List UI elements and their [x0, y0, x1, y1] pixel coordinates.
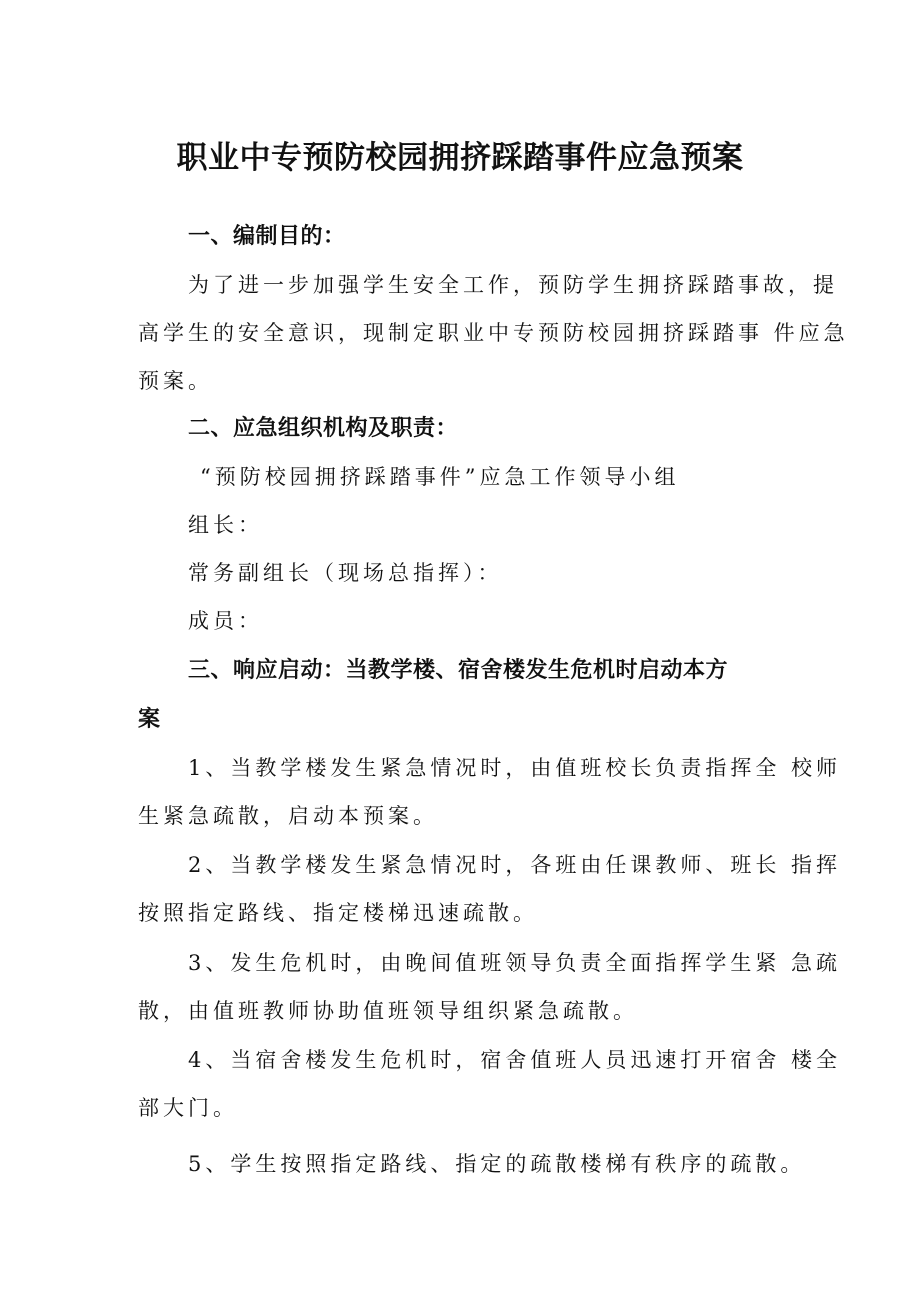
section-3-heading-line-1: 三、响应启动：当教学楼、宿舍楼发生危机时启动本方	[188, 658, 729, 683]
section-1-paragraph-line-3: 预案。	[138, 369, 213, 393]
item-4-line-2: 部大门。	[138, 1096, 238, 1120]
section-2-leader: 组长：	[188, 513, 263, 537]
item-1-line-2: 生紧急疏散，启动本预案。	[138, 804, 438, 828]
item-3-line-2: 散，由值班教师协助值班领导组织紧急疏散。	[138, 999, 638, 1023]
section-2-group-name: “预防校园拥挤踩踏事件”应急工作领导小组	[200, 465, 680, 489]
section-2-heading: 二、应急组织机构及职责：	[188, 416, 459, 441]
item-5-line-1: 5、学生按照指定路线、指定的疏散楼梯有秩序的疏散。	[188, 1152, 806, 1176]
item-4-line-1: 4、当宿舍楼发生危机时，宿舍值班人员迅速打开宿舍 楼全	[188, 1048, 842, 1072]
item-1-line-1: 1、当教学楼发生紧急情况时，由值班校长负责指挥全 校师	[188, 756, 842, 780]
section-1-paragraph-line-1: 为了进一步加强学生安全工作，预防学生拥挤踩踏事故，提	[188, 273, 838, 297]
section-2-deputy-leader: 常务副组长（现场总指挥）：	[188, 561, 503, 585]
item-2-line-2: 按照指定路线、指定楼梯迅速疏散。	[138, 901, 538, 925]
item-3-line-1: 3、发生危机时，由晚间值班领导负责全面指挥学生紧 急疏	[188, 951, 842, 975]
document-title: 职业中专预防校园拥挤踩踏事件应急预案	[176, 140, 744, 176]
section-2-members: 成员：	[188, 609, 263, 633]
section-3-heading-line-2: 案	[138, 707, 161, 732]
item-2-line-1: 2、当教学楼发生紧急情况时，各班由任课教师、班长 指挥	[188, 853, 842, 877]
section-1-paragraph-line-2: 高学生的安全意识，现制定职业中专预防校园拥挤踩踏事 件应急	[138, 321, 849, 345]
section-1-heading: 一、编制目的：	[188, 224, 346, 249]
